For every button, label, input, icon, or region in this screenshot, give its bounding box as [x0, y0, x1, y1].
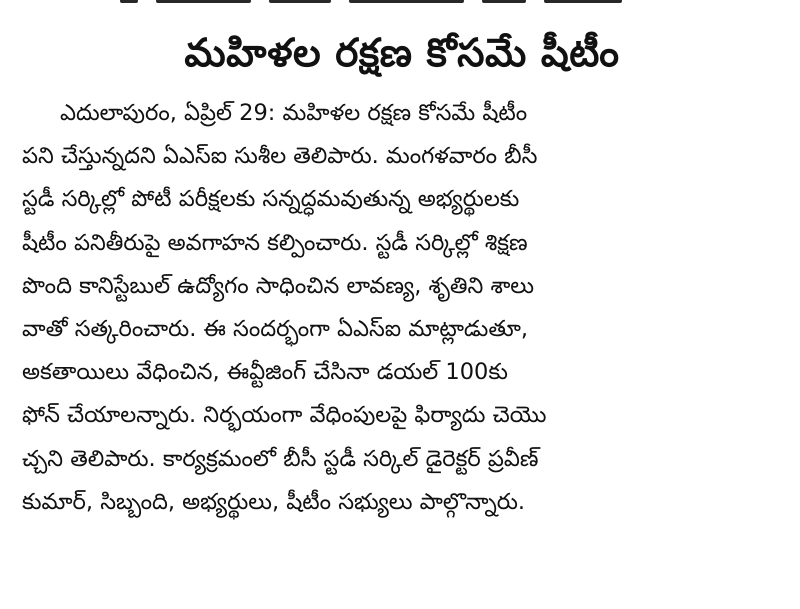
article-line: చ్చని తెలిపారు. కార్యక్రమంలో బీసీ స్టడీ సర్కిల్ డైరెక్టర్ ప్రవీణ్	[22, 445, 539, 472]
article-line: కుమార్, సిబ్బంది, అభ్యర్థులు, షీటీం సభ్యులు పాల్గొన్నారు.	[22, 488, 526, 515]
article-line: ఎదులాపురం, ఏప్రిల్ 29: మహిళల రక్షణ కోసమే షీటీం	[60, 100, 528, 126]
article-line: అకతాయిలు వేధించిన, ఈవ్టీజింగ్ చేసినా డయల్ 100కు	[22, 359, 508, 386]
article-line: పొంది కానిస్టేబుల్ ఉద్యోగం సాధించిన లావణ్య, శృతిని శాలు	[22, 272, 535, 299]
article-headline: మహిళల రక్షణ కోసమే షీటీం	[184, 31, 620, 76]
article-line: పని చేస్తున్నదని ఏఎస్ఐ సుశీల తెలిపారు. మంగళవారం బీసీ	[22, 143, 538, 170]
article-line: స్టడీ సర్కిల్లో పోటీ పరీక్షలకు సన్నద్ధమవుతున్న అభ్యర్థులకు	[22, 186, 520, 213]
article-line: షీటీం పనితీరుపై అవగాహన కల్పించారు. స్టడీ సర్కిల్లో శిక్షణ	[22, 229, 528, 256]
article-line: ఫోన్ చేయాలన్నారు. నిర్భయంగా వేధింపులపై ఫిర్యాదు చెయొ	[22, 402, 547, 429]
article-line: వాతో సత్కరించారు. ఈ సందర్భంగా ఏఎస్ఐ మాట్లాడుతూ,	[22, 316, 529, 343]
previous-text-fragment	[120, 0, 640, 6]
article-body	[22, 92, 782, 524]
